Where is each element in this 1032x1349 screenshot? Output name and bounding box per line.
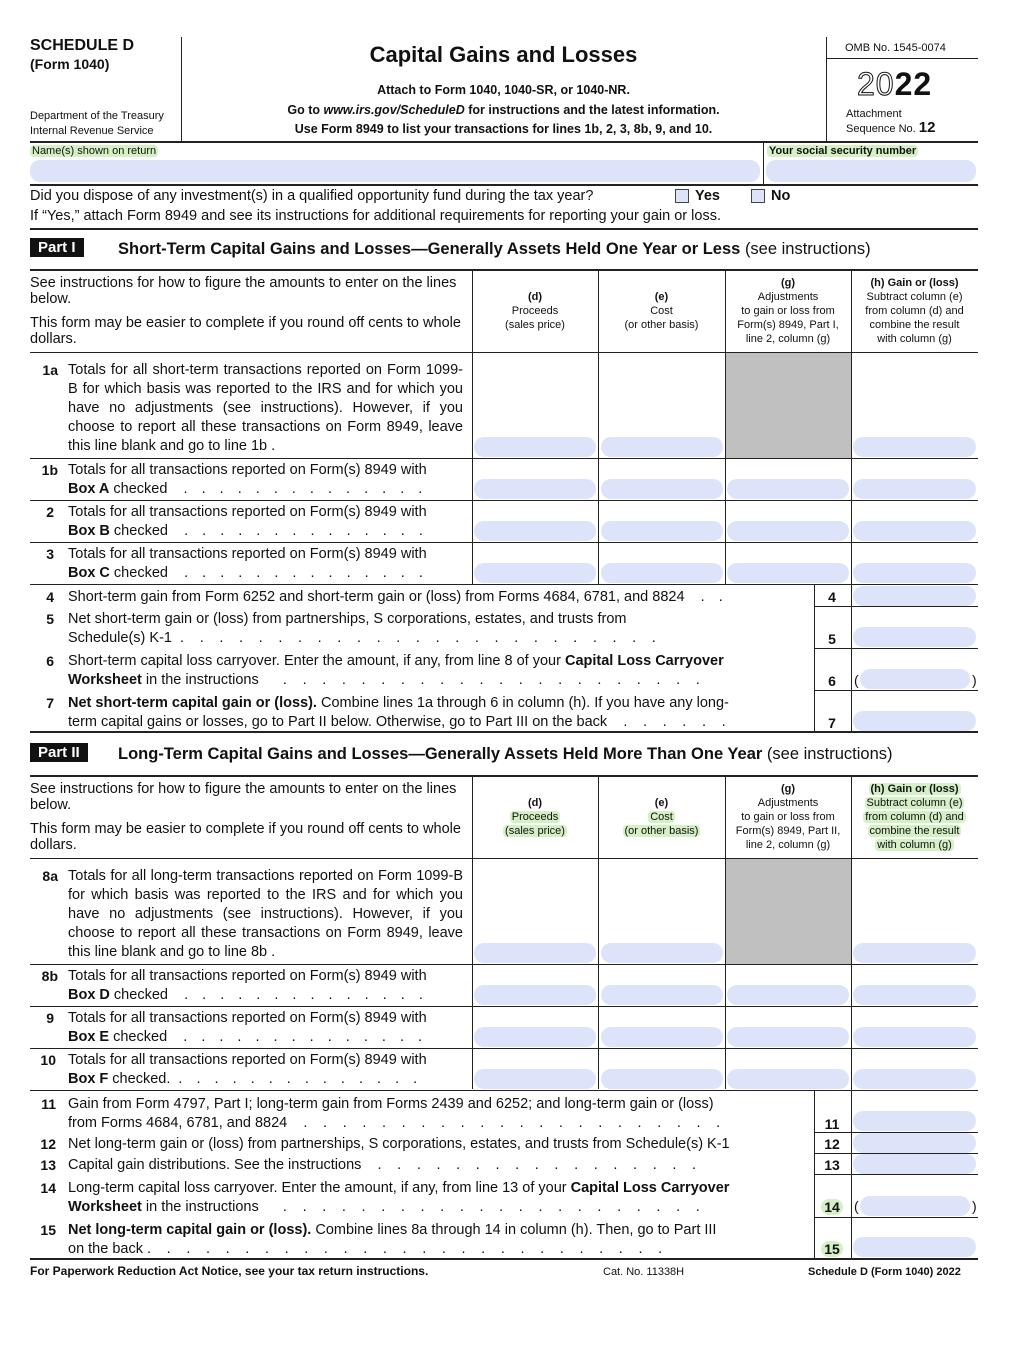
attachment-label: Attachment	[846, 108, 902, 120]
part-1-col-e-header: (e) Cost (or other basis)	[624, 291, 699, 331]
ssn-input[interactable]	[766, 160, 976, 182]
line-8b-col-h-input[interactable]	[853, 985, 976, 1005]
grid-line	[472, 775, 473, 1089]
part-2-title: Long-Term Capital Gains and Losses—Generally Assets Held More Than One Year (see instructions)	[118, 745, 893, 763]
grid-line	[598, 775, 599, 1089]
line-9-col-h-input[interactable]	[853, 1027, 976, 1047]
part-1-col-h-header: (h) Gain or (loss) Subtract column (e) from column (d) and combine the result with column (g)	[865, 277, 964, 345]
divider	[814, 606, 978, 607]
line-8a-col-g-shaded	[726, 859, 851, 964]
line-4-text: Short-term gain from Form 6252 and short-term gain or (loss) from Forms 4684, 6781, and 8824 . .	[68, 589, 728, 605]
divider	[826, 37, 827, 141]
line-8b-col-g-input[interactable]	[727, 985, 849, 1005]
line-10-col-e-input[interactable]	[601, 1069, 723, 1089]
qof-no-checkbox[interactable]	[751, 189, 765, 203]
part-2-col-g-header: (g) Adjustments to gain or loss from Form(s) 8949, Part II, line 2, column (g)	[735, 783, 841, 851]
line-14-right-paren: )	[972, 1198, 977, 1214]
line-1b-text: Totals for all transactions reported on Form(s) 8949 with Box A checked . . . . . . . . . . . . . .	[68, 462, 428, 497]
qof-yes-checkbox[interactable]	[675, 189, 689, 203]
line-10-col-h-input[interactable]	[853, 1069, 976, 1089]
qof-note: If “Yes,” attach Form 8949 and see its instructions for additional requirements for reporting your gain or loss.	[30, 208, 721, 224]
line-6-text: Short-term capital loss carryover. Enter the amount, if any, from line 8 of your Capital Loss Carryover Worksheet in the instructions . . . . . . . . . . . . . . . . . . . . . .	[68, 653, 724, 688]
line-7-number: 7	[46, 695, 54, 711]
line-14-text: Long-term capital loss carryover. Enter the amount, if any, from line 13 of your Capital Loss Carryover Worksheet in the instructions . . . . . . . . . . . . . . . . . . . . . .	[68, 1180, 730, 1215]
divider	[30, 731, 978, 733]
part-2-instr-2: This form may be easier to complete if you round off cents to whole dollars.	[30, 821, 461, 853]
divider	[814, 1174, 978, 1175]
line-3-col-d-input[interactable]	[474, 563, 596, 583]
tax-year: 2022	[857, 66, 933, 102]
line-11-text-2: from Forms 4684, 6781, and 8824 . . . . . . . . . . . . . . . . . . . . . .	[68, 1115, 727, 1131]
line-14-box-number: 14	[814, 1199, 850, 1215]
line-3-col-h-input[interactable]	[853, 563, 976, 583]
part-2-col-h-header: (h) Gain or (loss) Subtract column (e) from column (d) and combine the result with column (g)	[865, 783, 964, 851]
line-6-right-paren: )	[972, 672, 977, 688]
line-5-box-number: 5	[828, 631, 836, 647]
line-2-col-g-input[interactable]	[727, 521, 849, 541]
line-2-number: 2	[46, 504, 54, 520]
line-6-number: 6	[46, 653, 54, 669]
line-8a-number: 8a	[42, 868, 58, 884]
line-1a-text: Totals for all short-term transactions reported on Form 1099-B for which basis was reported to the IRS and for which you have no adjustments (see instructions). However, if you choose to report all these transactions on Form 8949, leave this line blank and go to line 1b .	[68, 362, 463, 454]
line-1b-col-e-input[interactable]	[601, 479, 723, 499]
line-6-box-number: 6	[828, 673, 836, 689]
dept-irs: Internal Revenue Service	[30, 125, 154, 137]
form-label: (Form 1040)	[30, 56, 110, 72]
line-10-col-g-input[interactable]	[727, 1069, 849, 1089]
line-1a-col-d-input[interactable]	[474, 437, 596, 457]
line-12-input[interactable]	[853, 1133, 976, 1153]
dept-treasury: Department of the Treasury	[30, 110, 164, 122]
divider	[30, 1006, 978, 1007]
grid-line	[851, 775, 852, 1259]
line-8b-col-e-input[interactable]	[601, 985, 723, 1005]
line-3-text: Totals for all transactions reported on Form(s) 8949 with Box C checked . . . . . . . . . . . . . .	[68, 546, 428, 581]
grid-line	[472, 269, 473, 584]
line-14-left-paren: (	[854, 1198, 859, 1214]
line-13-text: Capital gain distributions. See the instructions . . . . . . . . . . . . . . . . .	[68, 1157, 702, 1173]
divider	[30, 1048, 978, 1049]
line-11-number: 11	[41, 1096, 56, 1112]
line-1a-col-e-input[interactable]	[601, 437, 723, 457]
line-9-number: 9	[46, 1010, 54, 1026]
line-11-text: Gain from Form 4797, Part I; long-term gain from Forms 2439 and 6252; and long-term gain or (loss)	[68, 1096, 714, 1112]
part-2-col-e-header: (e) Cost (or other basis)	[624, 797, 699, 837]
line-15-number: 15	[40, 1222, 56, 1238]
name-input[interactable]	[30, 160, 760, 182]
line-9-col-g-input[interactable]	[727, 1027, 849, 1047]
part-1-label: Part I	[30, 238, 84, 257]
line-14-number: 14	[40, 1180, 56, 1196]
divider	[30, 775, 978, 777]
line-10-text: Totals for all transactions reported on Form(s) 8949 with Box F checked. . . . . . . . . . . . . . .	[68, 1052, 427, 1087]
ssn-label: Your social security number	[769, 145, 917, 157]
line-1a-col-g-shaded	[726, 353, 851, 458]
line-4-input[interactable]	[853, 586, 976, 606]
divider	[30, 458, 978, 459]
name-label: Name(s) shown on return	[32, 145, 157, 157]
line-1a-number: 1a	[42, 362, 58, 378]
line-4-box-number: 4	[828, 589, 836, 605]
form-identifier: Schedule D (Form 1040) 2022	[808, 1266, 961, 1278]
line-8a-col-h-input[interactable]	[853, 943, 976, 963]
line-3-col-e-input[interactable]	[601, 563, 723, 583]
line-3-number: 3	[46, 546, 54, 562]
part-2-instr-1: See instructions for how to figure the amounts to enter on the lines below.	[30, 781, 457, 813]
line-15-box-number: 15	[814, 1241, 850, 1257]
divider	[30, 184, 978, 186]
divider	[30, 1258, 978, 1260]
line-8a-text: Totals for all long-term transactions reported on Form 1099-B for which basis was reported to the IRS and for which you have no adjustments (see instructions). However, if you choose to report all these transactions on Form 8949, leave this line blank and go to line 8b .	[68, 868, 463, 960]
qof-no-label: No	[771, 188, 791, 204]
line-1b-number: 1b	[41, 462, 58, 478]
part-1-col-d-header: (d) Proceeds (sales price)	[505, 291, 565, 331]
line-10-col-d-input[interactable]	[474, 1069, 596, 1089]
part-2-label: Part II	[30, 743, 88, 762]
line-8b-text: Totals for all transactions reported on Form(s) 8949 with Box D checked . . . . . . . . . . . . . .	[68, 968, 428, 1003]
page-title: Capital Gains and Losses	[369, 42, 638, 67]
qof-yes-label: Yes	[695, 188, 720, 204]
line-10-number: 10	[40, 1052, 56, 1068]
line-3-col-g-input[interactable]	[727, 563, 849, 583]
line-1b-col-h-input[interactable]	[853, 479, 976, 499]
line-15-input[interactable]	[853, 1237, 976, 1257]
paperwork-notice: For Paperwork Reduction Act Notice, see your tax return instructions.	[30, 1264, 429, 1278]
divider	[30, 542, 978, 543]
part-1-col-g-header: (g) Adjustments to gain or loss from Form(s) 8949, Part I, line 2, column (g)	[737, 277, 839, 345]
qof-question: Did you dispose of any investment(s) in a qualified opportunity fund during the tax year?	[30, 188, 594, 204]
line-13-input[interactable]	[853, 1154, 976, 1174]
form8949-note: Use Form 8949 to list your transactions for lines 1b, 2, 3, 8b, 9, and 10.	[294, 122, 713, 136]
line-9-col-d-input[interactable]	[474, 1027, 596, 1047]
line-2-col-d-input[interactable]	[474, 521, 596, 541]
line-11-input[interactable]	[853, 1111, 976, 1131]
line-2-col-e-input[interactable]	[601, 521, 723, 541]
divider	[30, 500, 978, 501]
line-8b-col-d-input[interactable]	[474, 985, 596, 1005]
divider	[814, 690, 978, 691]
attach-note: Attach to Form 1040, 1040-SR, or 1040-NR.	[377, 83, 630, 97]
line-5-input[interactable]	[853, 627, 976, 647]
divider	[30, 1090, 978, 1091]
line-12-text: Net long-term gain or (loss) from partnerships, S corporations, estates, and trusts from Schedule(s) K-1	[68, 1136, 730, 1152]
divider	[814, 648, 978, 649]
line-11-box-number: 11	[824, 1116, 840, 1132]
line-7-input[interactable]	[853, 711, 976, 731]
irs-link[interactable]: www.irs.gov/ScheduleD	[323, 103, 465, 117]
line-12-box-number: 12	[824, 1136, 840, 1152]
part-1-instr-2: This form may be easier to complete if you round off cents to whole dollars.	[30, 315, 461, 347]
line-8a-col-d-input[interactable]	[474, 943, 596, 963]
line-9-text: Totals for all transactions reported on Form(s) 8949 with Box E checked . . . . . . . . . . . . . .	[68, 1010, 428, 1045]
part-1-title: Short-Term Capital Gains and Losses—Generally Assets Held One Year or Less (see instructions)	[118, 240, 871, 258]
line-13-number: 13	[40, 1157, 56, 1173]
line-5-text-2: Schedule(s) K-1 . . . . . . . . . . . . . . . . . . . . . . . . .	[68, 630, 662, 646]
schedule-label: SCHEDULE D	[30, 37, 135, 54]
line-1b-col-g-input[interactable]	[727, 479, 849, 499]
divider	[30, 141, 978, 143]
divider	[30, 228, 978, 230]
line-5-number: 5	[46, 611, 54, 627]
line-7-text: Net short-term capital gain or (loss). Combine lines 1a through 6 in column (h). If you have any long- term capital gains or losses, go to Part II below. Otherwise, go to Part III on the back . . . . . .	[68, 695, 732, 730]
part-1-instr-1: See instructions for how to figure the amounts to enter on the lines below.	[30, 275, 457, 307]
divider	[30, 584, 978, 585]
line-6-left-paren: (	[854, 672, 859, 688]
line-4-number: 4	[46, 589, 54, 605]
line-5-text: Net short-term gain or (loss) from partnerships, S corporations, estates, and trusts from	[68, 611, 627, 627]
line-1b-col-d-input[interactable]	[474, 479, 596, 499]
line-14-input[interactable]	[860, 1196, 970, 1216]
line-13-box-number: 13	[824, 1157, 840, 1173]
divider	[763, 141, 764, 185]
line-15-text: Net long-term capital gain or (loss). Combine lines 8a through 14 in column (h). Then, go to Part III on the back . . . . . . . . . . . . . . . . . . . . . . . . . . .	[68, 1222, 717, 1257]
line-12-number: 12	[40, 1136, 56, 1152]
divider	[30, 269, 978, 271]
line-7-box-number: 7	[828, 715, 836, 731]
line-6-input[interactable]	[860, 669, 970, 689]
catalog-number: Cat. No. 11338H	[603, 1266, 685, 1278]
line-2-col-h-input[interactable]	[853, 521, 976, 541]
line-2-text: Totals for all transactions reported on Form(s) 8949 with Box B checked . . . . . . . . . . . . . .	[68, 504, 428, 539]
line-8a-col-e-input[interactable]	[601, 943, 723, 963]
grid-line	[598, 269, 599, 584]
divider	[826, 58, 978, 59]
line-9-col-e-input[interactable]	[601, 1027, 723, 1047]
divider	[30, 964, 978, 965]
sequence-label: Sequence No. 12	[846, 119, 936, 136]
goto-note: Go to www.irs.gov/ScheduleD for instructions and the latest information.	[287, 103, 720, 117]
line-8b-number: 8b	[41, 968, 58, 984]
divider	[814, 1217, 978, 1218]
omb-number: OMB No. 1545-0074	[845, 42, 946, 54]
line-1a-col-h-input[interactable]	[853, 437, 976, 457]
part-2-col-d-header: (d) Proceeds (sales price)	[505, 797, 565, 837]
